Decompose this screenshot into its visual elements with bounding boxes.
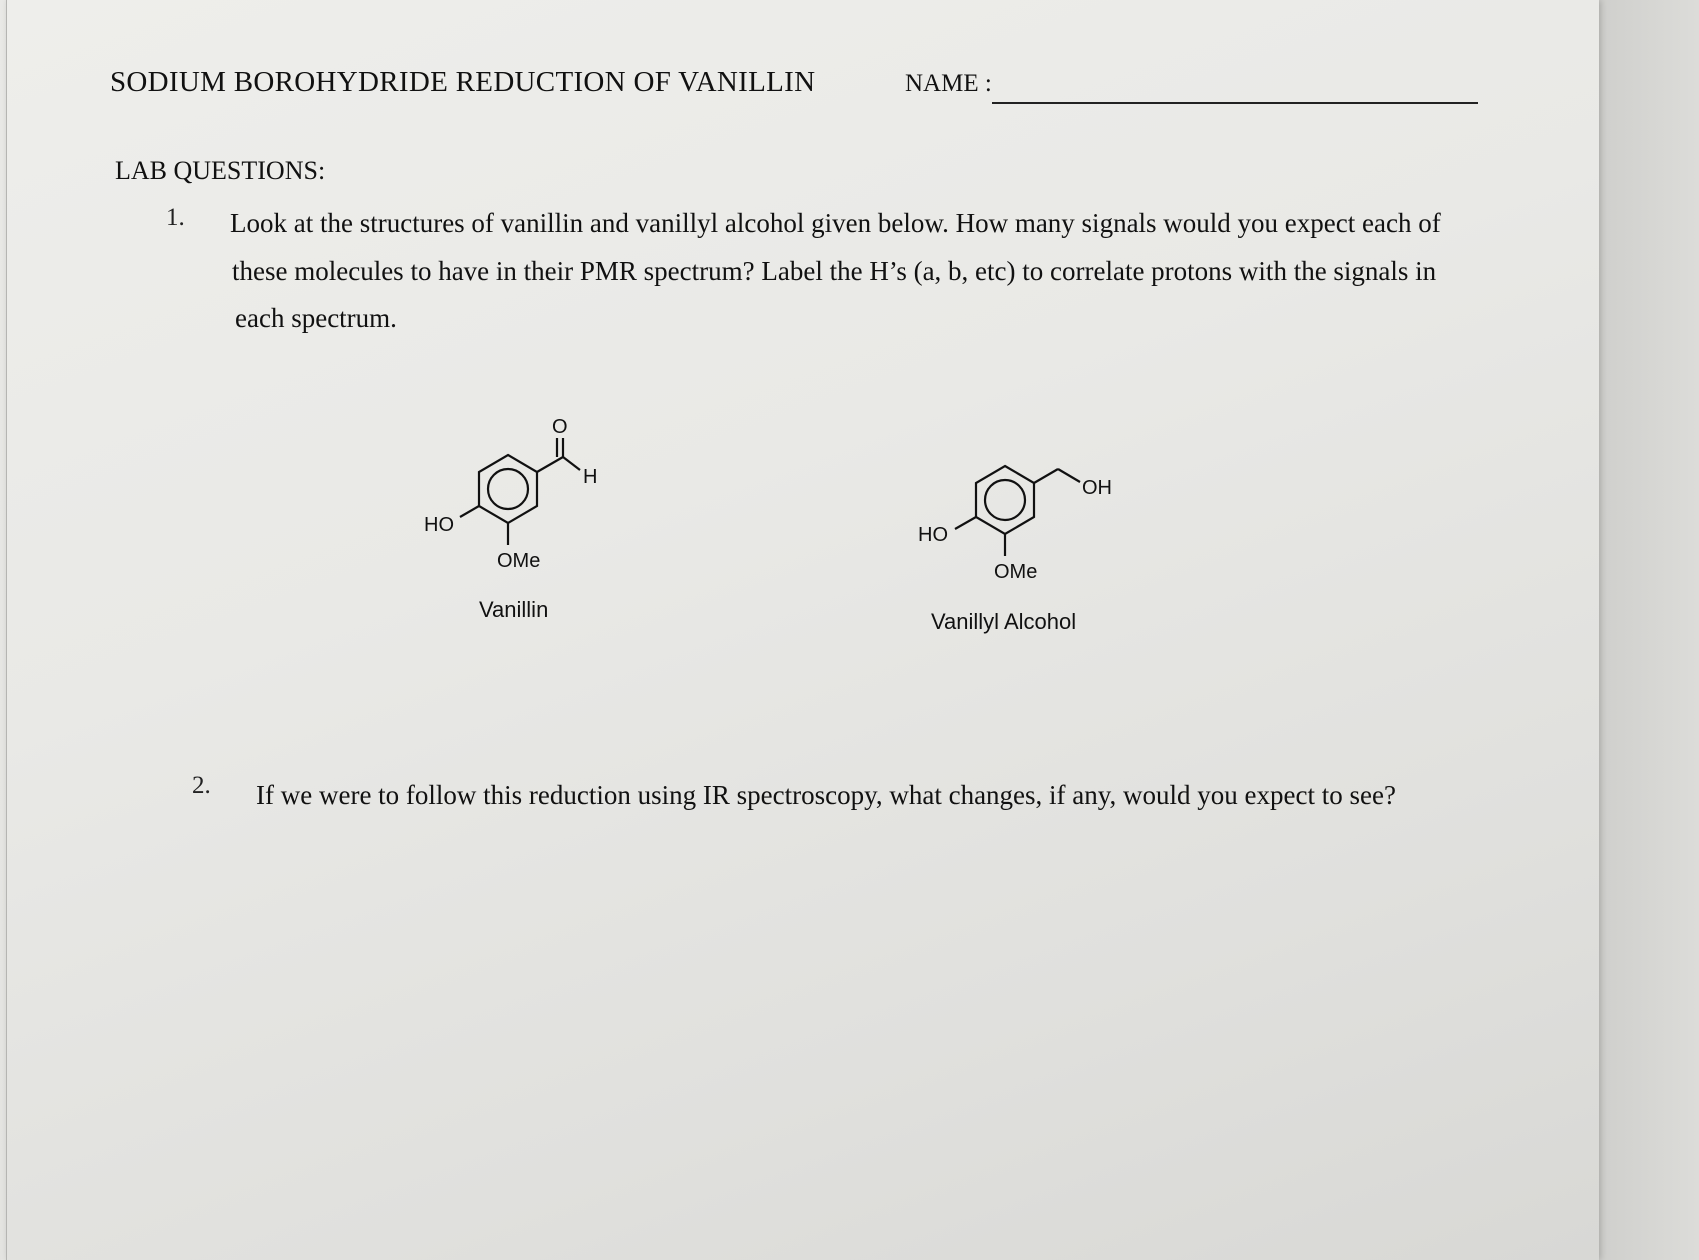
- vanillyl-alcohol-aromatic-circle: [985, 480, 1025, 520]
- vanillin-oxygen-label: O: [552, 416, 568, 438]
- name-label: NAME :: [905, 70, 992, 97]
- lab-questions-heading: LAB QUESTIONS:: [115, 156, 326, 185]
- vanillin-aldehyde-h-label: H: [583, 466, 598, 488]
- vanillin-methoxy-label: OMe: [497, 550, 541, 572]
- vanillyl-alcohol-structure: [955, 466, 1080, 556]
- question-2-number: 2.: [192, 772, 211, 799]
- worksheet-title: SODIUM BOROHYDRIDE REDUCTION OF VANILLIN: [110, 66, 816, 98]
- vanillin-structure: [460, 438, 580, 545]
- question-1-line-2: these molecules to have in their PMR spectrum? Label the H’s (a, b, etc) to correlate protons with the signals in: [232, 256, 1437, 286]
- vanillin-caption: Vanillin: [479, 597, 549, 622]
- question-1-line-3: each spectrum.: [235, 303, 397, 333]
- vanillyl-alcohol-hydroxyl-label: HO: [918, 524, 948, 546]
- vanillyl-alcohol-methoxy-label: OMe: [994, 561, 1038, 583]
- vanillyl-alcohol-caption: Vanillyl Alcohol: [931, 609, 1077, 634]
- vanillin-aromatic-circle: [488, 469, 528, 509]
- question-2-line-1: If we were to follow this reduction using IR spectroscopy, what changes, if any, would you expect to see?: [256, 780, 1396, 810]
- question-1-line-1: Look at the structures of vanillin and vanillyl alcohol given below. How many signals would you expect each of: [230, 208, 1441, 238]
- vanillyl-alcohol-oh-label: OH: [1082, 477, 1112, 499]
- question-1-number: 1.: [166, 204, 185, 231]
- vanillin-hydroxyl-label: HO: [424, 514, 454, 536]
